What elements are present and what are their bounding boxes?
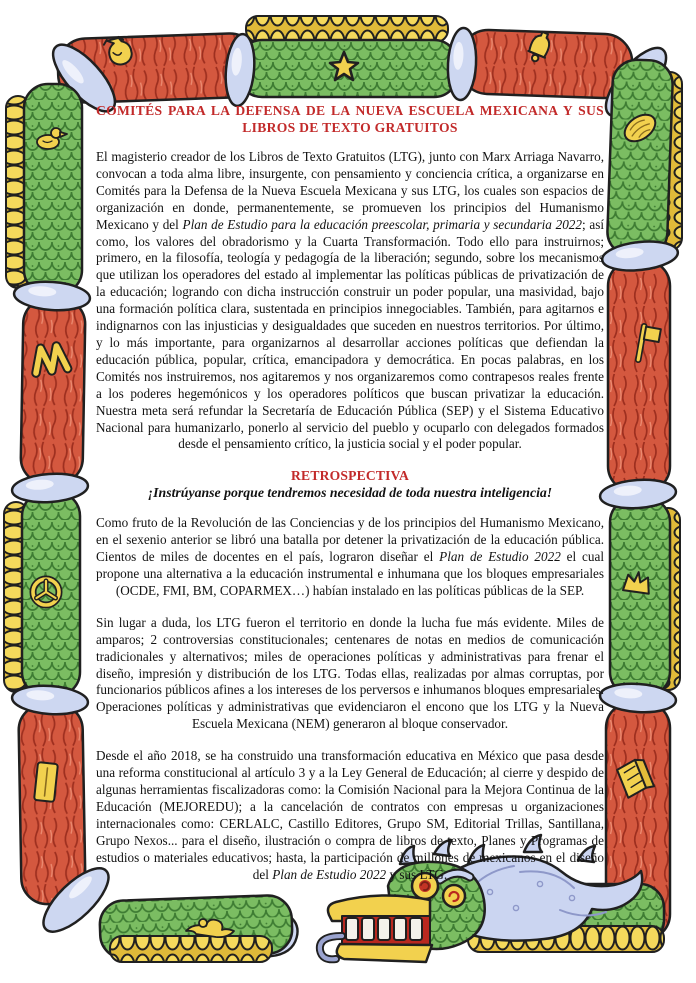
retrospectiva-epigraph: ¡Instrúyanse porque tendremos necesidad de toda nuestra inteligencia! <box>147 485 553 501</box>
joint-band <box>13 279 91 312</box>
left-border <box>4 84 91 905</box>
tablet-icon <box>34 762 58 802</box>
segment-red <box>20 297 85 484</box>
segment-green <box>607 59 674 257</box>
bottom-rope <box>110 936 272 962</box>
right-border <box>599 59 682 940</box>
segment-red <box>608 260 670 492</box>
segment-green <box>24 84 82 294</box>
page-title: COMITÉS PARA LA DEFENSA DE LA NUEVA ESCUELA MEXICANA Y SUS LIBROS DE TEXTO GRATUITOS <box>96 103 604 135</box>
segment-green <box>610 498 670 696</box>
document-content <box>96 102 604 898</box>
top-rope <box>246 16 448 42</box>
intro-paragraph: El magisterio creador de los Libros de Texto Gratuitos (LTG), junto con Marx Arriaga Navarro, convocan a toda alma libre, insurgente, con pensamiento y conciencia crítica, a organizarse en Comités para la Defensa de la Nueva Escuela Mexicana y sus LTG, los cuales son espacios de organización en donde, permanentemente, se promueven los principios del Humanismo Mexicano y del Plan de Estudio para la educación preescolar, primaria y secundaria 2022; así como, los valores del obradorismo y la Cuarta Transformación. Todo ello para instruirnos; primero, en la filosofía, teología y pedagogía de la liberación; segundo, sobre los mecanismos que utilizan los operadores del estado al implementar las políticas públicas de privatización de la educación; logrando con dicha instrucción construir un poder popular, una masividad, bajo una formación política clara, sustentada en principios innegociables. También, para agitarnos e indignarnos con las injusticias y desigualdades que suceden en nuestros territorios. Por último, y lo más importante, para organizarnos al desarrollar acciones políticas que defiendan la educación pública, popular, crítica, emancipadora y democrática. En pocas palabras, en los Comités nos instruiremos, nos agitaremos y nos organizaremos como contrapesos reales frente a los poderes hegemónicos y los operadores políticos que buscan privatizar la educación. Nuestra meta será refundar la Secretaría de Educación Pública (SEP) y el Sistema Educativo Nacional para humanizarlo, ponerlo al servicio del pueblo y ocuparlo con delegados formados desde el pensamiento crítico, la justicia social y el poder popular. <box>96 149 604 452</box>
retrospectiva-paragraph-2: Sin lugar a duda, los LTG fueron el territorio en donde la lucha fue más evidente. Miles de amparos; 2 controversias constitucionales; centenares de notas en medios de comunicación tradicionales y alternativos; miles de operaciones políticas y administrativas para frenar el diseño, impresión y distribución de los LTG. Todas ellas, realizadas por almas corruptas, por funcionarios públicos afines a los intereses de los perversos e inhumanos bloques empresariales. Operaciones políticas y administrativas que evidenciaron el encono que los LTG y la Nueva Escuela Mexicana (NEM) generaron al bloque conservador. <box>96 614 604 732</box>
segment-red <box>18 703 85 904</box>
joint-band <box>11 471 89 504</box>
retrospectiva-paragraph-1: Como fruto de la Revolución de las Conciencias y de los principios del Humanismo Mexicano, en el sexenio anterior se libró una batalla por detener la privatización de la educación pública. Cientos de miles de docentes en el país, lograron diseñar el Plan de Estudio 2022 el cual propone una alternativa a la educación instrumental e inhumana que los bloques empresariales (OCDE, FMI, BM, COPARMEX…) habían instalado en las políticas públicas de la SEP. <box>96 515 605 598</box>
retrospectiva-paragraph-3: Desde el año 2018, se ha construido una transformación educativa en México que pasa desde una reforma constitucional al artículo 3 y a la Ley General de Educación; al cierre y despido de algunas herramientas fiscalizadoras como: la Comisión Nacional para la Mejora Continua de la Educación (MEJOREDU); a la cancelación de contratos con empresas u organizaciones internacionales como: CERLALC, Castillo Editores, Grupo SM, Editorial Trillas, Santillana, Grupo Nexos... para el diseño, ilustración o compra de libros de texto, Planes y Programas de estudios o materiales educativos; hasta, la participación de millones de mexicanos en el diseño del Plan de Estudio 2022 y sus LTG. <box>96 748 604 882</box>
retrospectiva-heading: RETROSPECTIVA <box>291 468 409 484</box>
joint-band <box>11 683 89 716</box>
